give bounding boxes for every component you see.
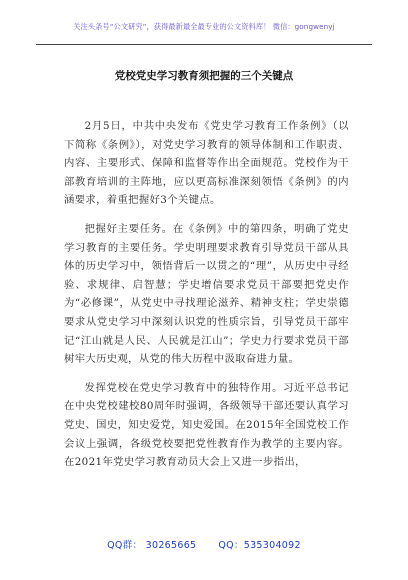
- document-body: [64, 117, 349, 482]
- promo-header: 关注头条号“公文研究”，获得最新最全最专业的公文资料库！ 微信：gongwenyj: [73, 22, 335, 31]
- qq-number: QQ：535304092: [218, 540, 301, 551]
- contact-footer: [0, 537, 408, 551]
- header-divider: [36, 44, 372, 45]
- paragraph-party-school-role: 发挥党校在党史学习教育中的独特作用。习近平总书记在中央党校建校80周年时强调，各级领导干部还要认真学习党史、国史，知史爱党，知史爱国。在2015年全国党校工作会议上强调，各级党校要把党性教育作为教学的主要内容。在2021年党史学习教育动员大会上又进一步指出，: [64, 381, 349, 469]
- paragraph-intro: 2月5日，中共中央发布《党史学习教育工作条例》（以下简称《条例》），对党史学习教育的领导体制和工作职责、内容、主要形式、保障和监督等作出全面规范。党校作为干部教育培训的主阵地，应以更高标准深刻领悟《条例》的内涵要求，着重把握好3个关键点。: [64, 120, 349, 207]
- paragraph-main-tasks: 把握好主要任务。在《条例》中的第四条，明确了党史学习教育的主要任务。学史明理要求教育引导党员干部从具体的历史学习中，领悟背后一以贯之的“理”，从历史中寻经验、求规律、启智慧；学史增信要求党员干部要把党史作为“必修课”，从党史中寻找理论滋养、精神支柱；学史崇德要求从党史学习中深刻认识党的性质宗旨，引导党员干部牢记“江山就是人民、人民就是江山”；学史力行要求党员干部树牢大历史观，从党的伟大历程中汲取奋进力量。: [64, 222, 349, 366]
- document-title: 党校党史学习教育须把握的三个关键点: [114, 70, 294, 82]
- qq-group-number: QQ群： 30265665: [107, 540, 197, 551]
